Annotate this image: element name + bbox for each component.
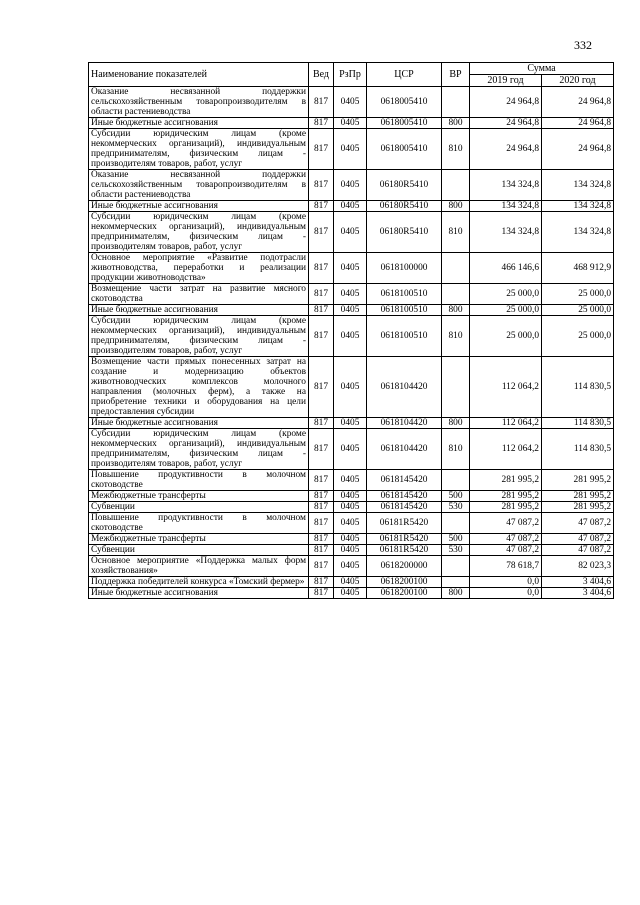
- row-ved-cell: 817: [309, 170, 334, 201]
- row-2019-cell: 25 000,0: [470, 305, 542, 316]
- row-2020-cell: 281 995,2: [542, 470, 614, 491]
- row-ved-cell: 817: [309, 534, 334, 545]
- row-2020-cell: 281 995,2: [542, 502, 614, 513]
- row-ved-cell: 817: [309, 545, 334, 556]
- row-vr-cell: 530: [442, 502, 470, 513]
- row-2019-cell: 281 995,2: [470, 502, 542, 513]
- row-2019-cell: 134 324,8: [470, 170, 542, 201]
- row-rzpr-cell: 0405: [334, 470, 367, 491]
- row-csr-cell: 0618200000: [367, 556, 442, 577]
- row-vr-cell: 800: [442, 305, 470, 316]
- row-vr-cell: 800: [442, 201, 470, 212]
- row-2020-cell: 134 324,8: [542, 212, 614, 253]
- row-rzpr-cell: 0405: [334, 87, 367, 118]
- row-name-cell: Межбюджетные трансферты: [89, 491, 309, 502]
- row-name-cell: Возмещение части затрат на развитие мясного скотоводства: [89, 284, 309, 305]
- row-csr-cell: 06180R5410: [367, 212, 442, 253]
- row-rzpr-cell: 0405: [334, 170, 367, 201]
- row-ved-cell: 817: [309, 201, 334, 212]
- row-rzpr-cell: 0405: [334, 212, 367, 253]
- table-row: [89, 284, 614, 305]
- table-row: [89, 545, 614, 556]
- row-csr-cell: 0618005410: [367, 87, 442, 118]
- row-rzpr-cell: 0405: [334, 429, 367, 470]
- row-csr-cell: 06181R5420: [367, 545, 442, 556]
- header-ved: Вед: [309, 63, 334, 87]
- row-csr-cell: 0618100510: [367, 316, 442, 357]
- row-name-cell: Субсидии юридическим лицам (кроме некоммерческих организаций), индивидуальным предпринимателям, физическим лицам - производителям товаров, работ, услуг: [89, 316, 309, 357]
- row-rzpr-cell: 0405: [334, 253, 367, 284]
- row-vr-cell: 810: [442, 429, 470, 470]
- row-name-cell: Возмещение части прямых понесенных затрат на создание и модернизацию объектов животноводческих комплексов молочного направления (молочных ферм), а также на приобретение техники и оборудования на цели предоставления субсидии: [89, 357, 309, 418]
- row-2020-cell: 114 830,5: [542, 418, 614, 429]
- row-ved-cell: 817: [309, 513, 334, 534]
- row-2019-cell: 24 964,8: [470, 87, 542, 118]
- row-ved-cell: 817: [309, 491, 334, 502]
- row-vr-cell: 500: [442, 534, 470, 545]
- row-rzpr-cell: 0405: [334, 588, 367, 599]
- row-vr-cell: [442, 577, 470, 588]
- row-ved-cell: 817: [309, 87, 334, 118]
- row-csr-cell: 0618200100: [367, 577, 442, 588]
- row-2019-cell: 78 618,7: [470, 556, 542, 577]
- header-sum: Сумма: [470, 63, 614, 75]
- row-vr-cell: 800: [442, 418, 470, 429]
- row-csr-cell: 06181R5420: [367, 513, 442, 534]
- row-2019-cell: 0,0: [470, 588, 542, 599]
- row-vr-cell: 810: [442, 129, 470, 170]
- row-name-cell: Повышение продуктивности в молочном скотоводстве: [89, 513, 309, 534]
- row-csr-cell: 06180R5410: [367, 170, 442, 201]
- row-csr-cell: 0618100510: [367, 284, 442, 305]
- row-2019-cell: 134 324,8: [470, 201, 542, 212]
- table-row: [89, 502, 614, 513]
- row-vr-cell: [442, 513, 470, 534]
- row-name-cell: Субсидии юридическим лицам (кроме некоммерческих организаций), индивидуальным предпринимателям, физическим лицам - производителям товаров, работ, услуг: [89, 429, 309, 470]
- row-2020-cell: 114 830,5: [542, 357, 614, 418]
- row-vr-cell: [442, 470, 470, 491]
- row-csr-cell: 0618104420: [367, 357, 442, 418]
- row-name-cell: Основное мероприятие «Развитие подотрасли животноводства, переработки и реализации продукции животноводства»: [89, 253, 309, 284]
- row-csr-cell: 06181R5420: [367, 534, 442, 545]
- table-row: [89, 170, 614, 201]
- row-name-cell: Поддержка победителей конкурса «Томский фермер»: [89, 577, 309, 588]
- row-2020-cell: 24 964,8: [542, 118, 614, 129]
- row-ved-cell: 817: [309, 577, 334, 588]
- row-ved-cell: 817: [309, 253, 334, 284]
- row-2020-cell: 114 830,5: [542, 429, 614, 470]
- row-csr-cell: 0618100510: [367, 305, 442, 316]
- table-row: [89, 577, 614, 588]
- row-ved-cell: 817: [309, 316, 334, 357]
- row-2019-cell: 47 087,2: [470, 534, 542, 545]
- row-2020-cell: 47 087,2: [542, 534, 614, 545]
- row-2020-cell: 3 404,6: [542, 588, 614, 599]
- row-2019-cell: 112 064,2: [470, 418, 542, 429]
- row-2019-cell: 466 146,6: [470, 253, 542, 284]
- row-ved-cell: 817: [309, 429, 334, 470]
- row-vr-cell: [442, 170, 470, 201]
- row-vr-cell: [442, 253, 470, 284]
- budget-table: [88, 62, 614, 599]
- row-2019-cell: 24 964,8: [470, 129, 542, 170]
- row-vr-cell: [442, 284, 470, 305]
- table-row: [89, 470, 614, 491]
- table-row: [89, 212, 614, 253]
- row-rzpr-cell: 0405: [334, 201, 367, 212]
- row-rzpr-cell: 0405: [334, 534, 367, 545]
- page-number: 332: [574, 38, 592, 52]
- row-vr-cell: [442, 87, 470, 118]
- row-csr-cell: 0618145420: [367, 491, 442, 502]
- row-name-cell: Иные бюджетные ассигнования: [89, 588, 309, 599]
- table-row: [89, 87, 614, 118]
- row-csr-cell: 0618005410: [367, 118, 442, 129]
- row-rzpr-cell: 0405: [334, 316, 367, 357]
- row-2019-cell: 47 087,2: [470, 513, 542, 534]
- row-2020-cell: 468 912,9: [542, 253, 614, 284]
- header-2020: 2020 год: [542, 75, 614, 87]
- row-ved-cell: 817: [309, 118, 334, 129]
- table-row: [89, 556, 614, 577]
- row-vr-cell: 500: [442, 491, 470, 502]
- row-2020-cell: 25 000,0: [542, 284, 614, 305]
- table-row: [89, 534, 614, 545]
- row-csr-cell: 0618145420: [367, 470, 442, 491]
- row-2019-cell: 0,0: [470, 577, 542, 588]
- header-rzpr: РзПр: [334, 63, 367, 87]
- table-row: [89, 357, 614, 418]
- row-csr-cell: 0618200100: [367, 588, 442, 599]
- row-name-cell: Субвенции: [89, 545, 309, 556]
- row-csr-cell: 0618005410: [367, 129, 442, 170]
- row-name-cell: Повышение продуктивности в молочном скотоводстве: [89, 470, 309, 491]
- row-name-cell: Иные бюджетные ассигнования: [89, 118, 309, 129]
- row-2019-cell: 281 995,2: [470, 491, 542, 502]
- table-row: [89, 316, 614, 357]
- row-rzpr-cell: 0405: [334, 556, 367, 577]
- table-row: [89, 118, 614, 129]
- header-2019: 2019 год: [470, 75, 542, 87]
- row-ved-cell: 817: [309, 357, 334, 418]
- row-2019-cell: 47 087,2: [470, 545, 542, 556]
- row-ved-cell: 817: [309, 418, 334, 429]
- table-row: [89, 305, 614, 316]
- row-name-cell: Межбюджетные трансферты: [89, 534, 309, 545]
- row-2020-cell: 281 995,2: [542, 491, 614, 502]
- row-2019-cell: 24 964,8: [470, 118, 542, 129]
- row-2019-cell: 134 324,8: [470, 212, 542, 253]
- row-rzpr-cell: 0405: [334, 545, 367, 556]
- table-row: [89, 491, 614, 502]
- row-ved-cell: 817: [309, 588, 334, 599]
- row-2019-cell: 281 995,2: [470, 470, 542, 491]
- row-vr-cell: [442, 357, 470, 418]
- row-2020-cell: 3 404,6: [542, 577, 614, 588]
- row-ved-cell: 817: [309, 502, 334, 513]
- row-ved-cell: 817: [309, 129, 334, 170]
- row-vr-cell: 810: [442, 212, 470, 253]
- row-2020-cell: 25 000,0: [542, 305, 614, 316]
- row-vr-cell: 530: [442, 545, 470, 556]
- row-2020-cell: 134 324,8: [542, 170, 614, 201]
- row-2019-cell: 25 000,0: [470, 284, 542, 305]
- row-ved-cell: 817: [309, 556, 334, 577]
- table-header-row: [89, 63, 614, 75]
- row-name-cell: Субсидии юридическим лицам (кроме некоммерческих организаций), индивидуальным предпринимателям, физическим лицам - производителям товаров, работ, услуг: [89, 129, 309, 170]
- row-rzpr-cell: 0405: [334, 513, 367, 534]
- row-2019-cell: 25 000,0: [470, 316, 542, 357]
- row-rzpr-cell: 0405: [334, 418, 367, 429]
- row-2020-cell: 47 087,2: [542, 545, 614, 556]
- table-row: [89, 253, 614, 284]
- table-row: [89, 201, 614, 212]
- header-name: Наименование показателей: [89, 63, 309, 87]
- row-rzpr-cell: 0405: [334, 491, 367, 502]
- row-rzpr-cell: 0405: [334, 129, 367, 170]
- row-ved-cell: 817: [309, 284, 334, 305]
- row-2020-cell: 24 964,8: [542, 129, 614, 170]
- row-csr-cell: 0618100000: [367, 253, 442, 284]
- row-rzpr-cell: 0405: [334, 502, 367, 513]
- header-csr: ЦСР: [367, 63, 442, 87]
- row-rzpr-cell: 0405: [334, 284, 367, 305]
- row-name-cell: Иные бюджетные ассигнования: [89, 201, 309, 212]
- row-vr-cell: [442, 556, 470, 577]
- row-ved-cell: 817: [309, 305, 334, 316]
- row-name-cell: Основное мероприятие «Поддержка малых форм хозяйствования»: [89, 556, 309, 577]
- table-row: [89, 129, 614, 170]
- row-ved-cell: 817: [309, 470, 334, 491]
- row-vr-cell: 800: [442, 588, 470, 599]
- row-2020-cell: 25 000,0: [542, 316, 614, 357]
- row-rzpr-cell: 0405: [334, 305, 367, 316]
- row-ved-cell: 817: [309, 212, 334, 253]
- table-row: [89, 513, 614, 534]
- row-2020-cell: 82 023,3: [542, 556, 614, 577]
- row-name-cell: Иные бюджетные ассигнования: [89, 418, 309, 429]
- row-csr-cell: 0618104420: [367, 418, 442, 429]
- row-name-cell: Субвенции: [89, 502, 309, 513]
- row-vr-cell: 810: [442, 316, 470, 357]
- row-name-cell: Субсидии юридическим лицам (кроме некоммерческих организаций), индивидуальным предпринимателям, физическим лицам - производителям товаров, работ, услуг: [89, 212, 309, 253]
- row-name-cell: Оказание несвязанной поддержки сельскохозяйственным товаропроизводителям в области растениеводства: [89, 87, 309, 118]
- table-row: [89, 418, 614, 429]
- row-2019-cell: 112 064,2: [470, 429, 542, 470]
- table-body: [89, 87, 614, 599]
- row-vr-cell: 800: [442, 118, 470, 129]
- row-csr-cell: 06180R5410: [367, 201, 442, 212]
- row-csr-cell: 0618104420: [367, 429, 442, 470]
- row-rzpr-cell: 0405: [334, 357, 367, 418]
- header-vr: ВР: [442, 63, 470, 87]
- row-2020-cell: 47 087,2: [542, 513, 614, 534]
- row-name-cell: Иные бюджетные ассигнования: [89, 305, 309, 316]
- table-row: [89, 429, 614, 470]
- row-rzpr-cell: 0405: [334, 577, 367, 588]
- row-name-cell: Оказание несвязанной поддержки сельскохозяйственным товаропроизводителям в области растениеводства: [89, 170, 309, 201]
- table-row: [89, 588, 614, 599]
- row-2020-cell: 24 964,8: [542, 87, 614, 118]
- row-2019-cell: 112 064,2: [470, 357, 542, 418]
- row-rzpr-cell: 0405: [334, 118, 367, 129]
- row-csr-cell: 0618145420: [367, 502, 442, 513]
- row-2020-cell: 134 324,8: [542, 201, 614, 212]
